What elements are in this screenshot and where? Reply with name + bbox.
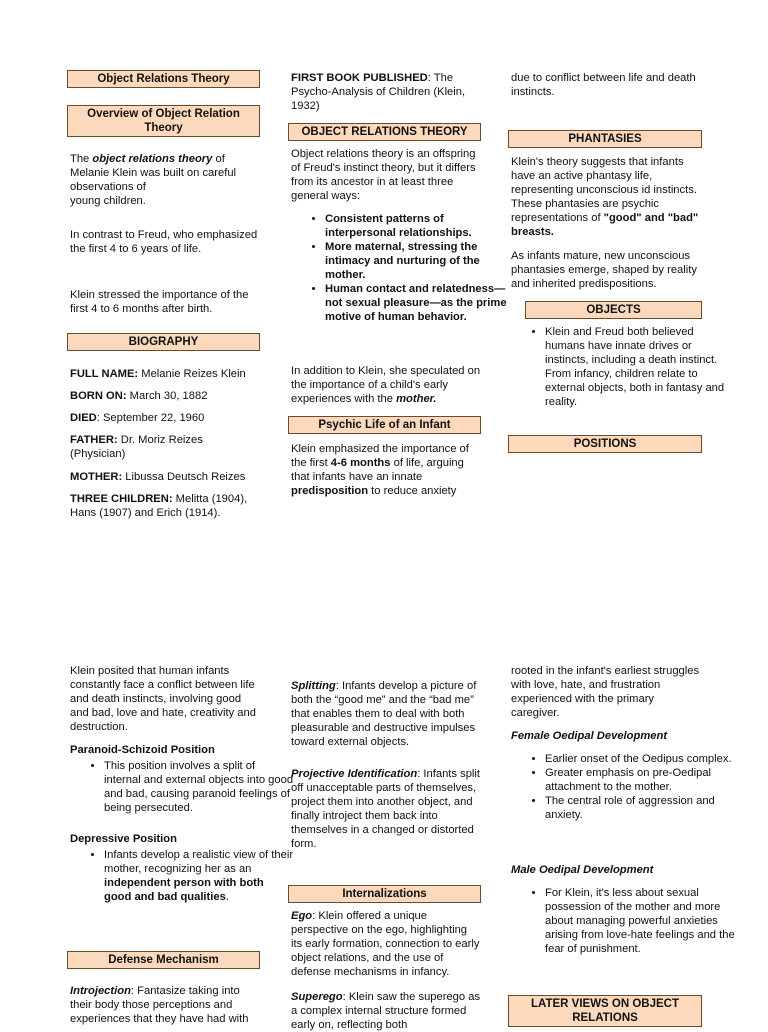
objects-list xyxy=(511,325,735,409)
overview-paragraph-3: Klein stressed the importance of the first 4 to 6 months after birth. xyxy=(70,289,249,315)
ort-paragraph: Object relations theory is an offspring of Freud's instinct theory, but it differs from its ancestor in at least three general ways: xyxy=(291,148,476,202)
bio-father: FATHER: Dr. Moriz Reizes (Physician) xyxy=(70,434,203,460)
positions-continued-paragraph: rooted in the infant's earliest struggles with love, hate, and frustration experienced with the primary caregiver. xyxy=(511,665,700,719)
bio-born-on: BORN ON: March 30, 1882 xyxy=(70,390,208,402)
phantasies-paragraph-1: Klein's theory suggests that infants have an active phantasy life, representing unconscious id instincts. These phantasies are psychic representations of "good" and "bad" breasts. xyxy=(511,156,699,238)
list-item: • Greater emphasis on pre-Oedipal attachment to the mother. xyxy=(545,766,737,794)
heading-biography: BIOGRAPHY xyxy=(67,333,260,351)
heading-phantasies: PHANTASIES xyxy=(508,130,702,148)
bio-died: DIED: September 22, 1960 xyxy=(70,412,205,424)
heading-overview: Overview of Object Relation Theory xyxy=(67,105,260,137)
heading-objects: OBJECTS xyxy=(525,301,702,319)
superego-paragraph: Superego: Klein saw the superego as a complex internal structure formed early on, reflecting both xyxy=(291,991,481,1031)
male-oedipal-heading: Male Oedipal Development xyxy=(511,864,654,876)
female-oedipal-heading: Female Oedipal Development xyxy=(511,730,668,742)
splitting-paragraph: Splitting: Infants develop a picture of both the “good me” and the “bad me” that enables them to deal with both pleasurable and destructive impulses toward external objects. xyxy=(291,680,477,748)
depressive-list xyxy=(70,848,294,904)
positions-intro-paragraph: Klein posited that human infants constantly face a conflict between life and death instincts, involving good and bad, love and hate, creativity and destruction. xyxy=(70,665,256,733)
list-item: • Klein and Freud both believed humans have innate drives or instincts, including a death instinct. From infancy, children relate to external objects, both in fantasy and reality. xyxy=(545,325,735,409)
heading-positions: POSITIONS xyxy=(508,435,702,453)
heading-defense-mechanism: Defense Mechanism xyxy=(67,951,260,969)
heading-internalizations: Internalizations xyxy=(288,885,481,903)
ego-paragraph: Ego: Klein offered a unique perspective on the ego, highlighting its early formation, connection to early object relations, and the use of defense mechanisms in infancy. xyxy=(291,910,480,978)
list-item: • Human contact and relatedness—not sexual pleasure—as the prime motive of human behavior. xyxy=(325,282,515,324)
introjection-paragraph: Introjection: Fantasize taking into their body those perceptions and experiences that they have had with xyxy=(70,985,249,1025)
early-experiences-paragraph: In addition to Klein, she speculated on the importance of a child's early experiences with the mother. xyxy=(291,365,481,405)
bio-children: THREE CHILDREN: Melitta (1904), Hans (1907) and Erich (1914). xyxy=(70,493,248,519)
list-item: • Earlier onset of the Oedipus complex. xyxy=(545,752,737,766)
continued-text: due to conflict between life and death instincts. xyxy=(511,72,696,98)
heading-psychic-life: Psychic Life of an Infant xyxy=(288,416,481,434)
bio-full-name: FULL NAME: Melanie Reizes Klein xyxy=(70,368,246,380)
projective-identification-paragraph: Projective Identification: Infants split off unacceptable parts of themselves, project them into another object, and finally introject them back into themselves in a changed or distorted form. xyxy=(291,768,481,850)
list-item: • This position involves a split of internal and external objects into good and bad, causing paranoid feelings of being persecuted. xyxy=(104,759,294,815)
depressive-heading: Depressive Position xyxy=(70,833,177,845)
ort-differences-list xyxy=(291,212,515,324)
list-item: • For Klein, it's less about sexual possession of the mother and more about managing powerful anxieties arising from love-hate feelings and the fear of punishment. xyxy=(545,886,737,956)
list-item: • More maternal, stressing the intimacy and nurturing of the mother. xyxy=(325,240,515,282)
male-oedipal-list xyxy=(511,886,737,956)
heading-object-relations-theory-2: OBJECT RELATIONS THEORY xyxy=(288,123,481,141)
overview-paragraph-2: In contrast to Freud, who emphasized the first 4 to 6 years of life. xyxy=(70,229,258,255)
female-oedipal-list xyxy=(511,752,737,822)
list-item: • Consistent patterns of interpersonal relationships. xyxy=(325,212,515,240)
heading-later-views: LATER VIEWS ON OBJECT RELATIONS xyxy=(508,995,702,1027)
list-item: • Infants develop a realistic view of their mother, recognizing her as an independent person with both good and bad qualities. xyxy=(104,848,294,904)
psychic-life-paragraph: Klein emphasized the importance of the first 4-6 months of life, arguing that infants have an innate predisposition to reduce anxiety xyxy=(291,443,469,497)
phantasies-paragraph-2: As infants mature, new unconscious phantasies emerge, shaped by reality and inherited predispositions. xyxy=(511,250,697,290)
heading-object-relations-theory: Object Relations Theory xyxy=(67,70,260,88)
bio-mother: MOTHER: Libussa Deutsch Reizes xyxy=(70,471,246,483)
list-item: • The central role of aggression and anxiety. xyxy=(545,794,737,822)
paranoid-schizoid-list xyxy=(70,759,294,815)
first-book-published: FIRST BOOK PUBLISHED: The Psycho-Analysis of Children (Klein, 1932) xyxy=(291,72,466,112)
overview-paragraph-1: The object relations theory of Melanie Klein was built on careful observations of young children. xyxy=(70,153,237,207)
paranoid-schizoid-heading: Paranoid-Schizoid Position xyxy=(70,744,215,756)
